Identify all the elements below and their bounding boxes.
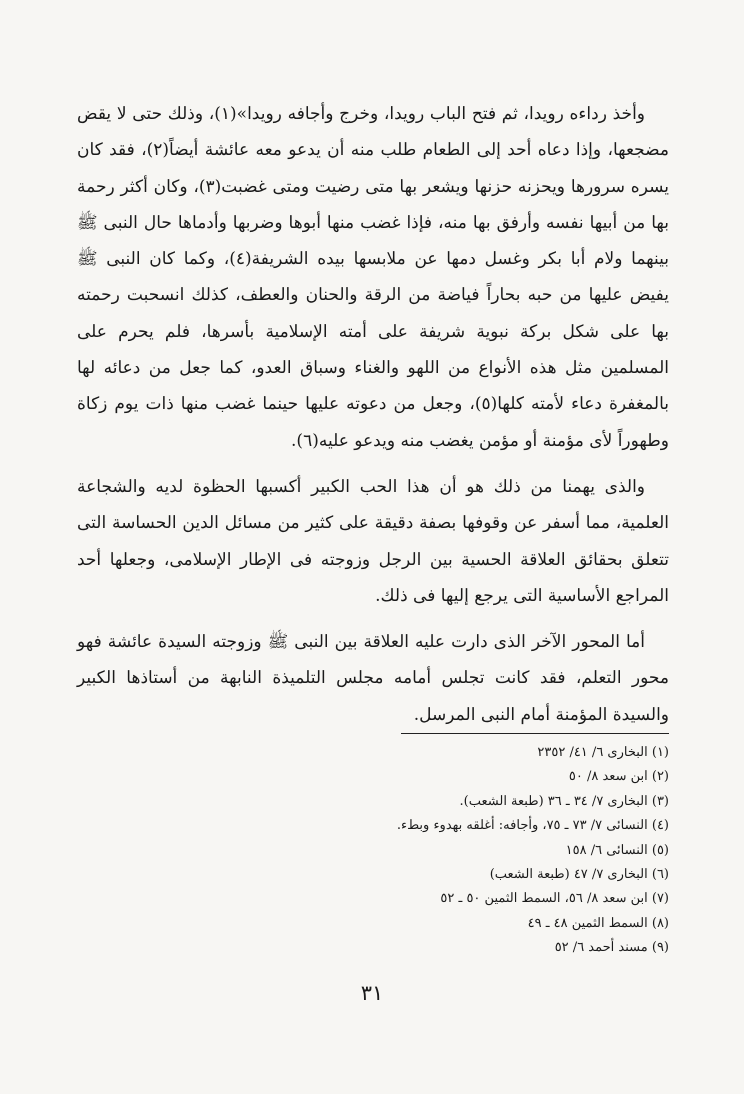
footnote: (٥) النسائى ٦/ ١٥٨ xyxy=(565,842,669,858)
footnote: (٦) البخارى ٧/ ٤٧ (طبعة الشعب) xyxy=(489,867,669,883)
footnote-separator xyxy=(401,733,669,734)
paragraph: وأخذ رداءه رويدا، ثم فتح الباب رويدا، وخرج وأجافه رويدا»(١)، وذلك حتى لا يقض مضجعها، وإذا دعاه أحد إلى الطعام طلب منه أن يدعو معه عائشة أيضاً(٢)، فقد كان يسره سرورها ويحزنه حزنها ويشعر بها متى رضيت ومتى غضبت(٣)، وكان أكثر رحمة بها من أبيها نفسه وأرفق بها منه، فإذا غضب منها أبوها وضربها وأدماها حال النبى ﷺ بينهما ولام أبا بكر وغسل دمها عن ملابسها بيده الشريفة(٤)، وكما كان النبى ﷺ يفيض عليها من حبه بحاراً فياضة من الرقة والحنان والعطف، كذلك انسحبت رحمته بها على شكل بركة نبوية شريفة على أمته الإسلامية بأسرها، فلم يحرم على المسلمين مثل هذه الأنواع من اللهو والغناء وسباق العدو، كما جعل من دعائه لها بالمغفرة دعاء لأمته كلها(٥)، وجعل من دعوته عليها حينما غضب منها ذات يوم زكاة وطهوراً لأى مؤمنة أو مؤمن يغضب منه ويدعو عليه(٦). xyxy=(77,104,669,451)
paragraph: والذى يهمنا من ذلك هو أن هذا الحب الكبير أكسبها الحظوة لديه والشجاعة العلمية، مما أسفر عن وقوفها بصفة دقيقة على كثير من مسائل الدين الحساسة التى تتعلق بحقائق العلاقة الحسية بين الرجل وزوجته فى الإطار الإسلامى، وجعلها أحد المراجع الأساسية التى يرجع إليها فى ذلك. xyxy=(77,476,669,606)
footnotes xyxy=(249,741,669,961)
footnote: (٣) البخارى ٧/ ٣٤ ـ ٣٦ (طبعة الشعب). xyxy=(459,793,669,809)
page-number: ٣١ xyxy=(360,981,384,1005)
paragraph: أما المحور الآخر الذى دارت عليه العلاقة بين النبى ﷺ وزوجته السيدة عائشة فهو محور التعلم، فقد كانت تجلس أمامه مجلس التلميذة النابهة من أستاذها الكبير والسيدة المؤمنة أمام النبى المرسل. xyxy=(77,632,669,725)
footnote: (١) البخارى ٦/ ٤١/ ٢٣٥٢ xyxy=(537,745,669,760)
footnote: (٧) ابن سعد ٨/ ٥٦، السمط الثمين ٥٠ ـ ٥٢ xyxy=(440,891,669,907)
main-text xyxy=(77,96,669,733)
footnote: (٤) النسائى ٧/ ٧٣ ـ ٧٥، وأجافه: أغلقه بهدوء وبطء. xyxy=(396,818,669,834)
footnote: (٨) السمط الثمين ٤٨ ـ ٤٩ xyxy=(527,915,669,931)
footnote: (٩) مسند أحمد ٦/ ٥٢ xyxy=(554,940,669,956)
footnote: (٢) ابن سعد ٨/ ٥٠ xyxy=(568,769,669,785)
